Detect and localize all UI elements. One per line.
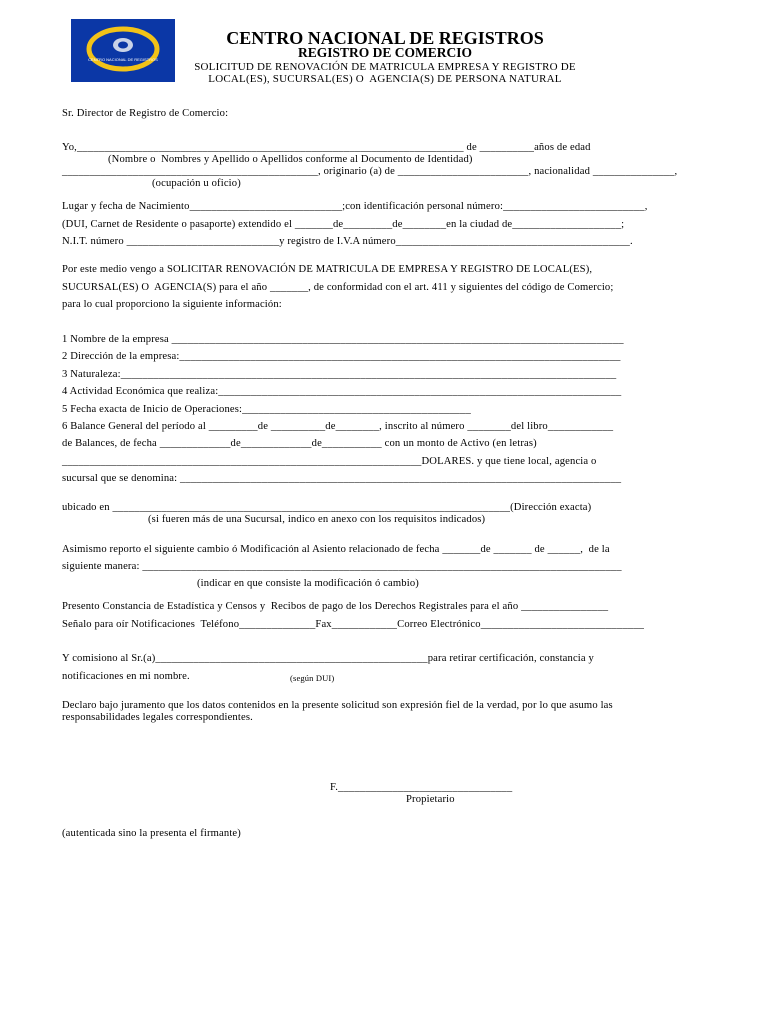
occupation-note: (ocupación u oficio) — [152, 178, 241, 189]
declaration-line-2: responsabilidades legales correspondientes. — [62, 712, 253, 723]
item-economic-activity: 4 Actividad Económica que realiza:__________________________________________________________________________ — [62, 386, 622, 397]
present-line: Presento Constancia de Estadística y Censos y Recibos de pago de los Derechos Registrales para el año ________________ — [62, 601, 609, 612]
signature-line: F.________________________________ — [330, 782, 513, 793]
commission-note: (según DUI) — [290, 673, 335, 683]
change-line-1: Asimismo reporto el siguiente cambio ó Modificación al Asiento relacionado de fecha _______de _______ de ______, de la — [62, 544, 610, 555]
form-description-line1: SOLICITUD DE RENOVACIÓN DE MATRICULA EMPRESA Y REGISTRO DE — [194, 61, 576, 73]
item-company-name: 1 Nombre de la empresa ___________________________________________________________________________________ — [62, 334, 624, 345]
change-line-2: siguiente manera: ________________________________________________________________________________________ — [62, 561, 622, 572]
form-description-line2: LOCAL(ES), SUCURSAL(ES) O AGENCIA(S) DE PERSONA NATURAL — [208, 73, 562, 85]
nit-iva-line: N.I.T. número ____________________________y registro de I.V.A número___________________________________________. — [62, 236, 633, 247]
declaration-line-1: Declaro bajo juramento que los datos contenidos en la presente solicitud son expresión fiel de la verdad, por lo que asumo las — [62, 700, 613, 711]
item-nature: 3 Naturaleza:___________________________________________________________________________________________ — [62, 369, 617, 380]
request-line-2: SUCURSAL(ES) O AGENCIA(S) para el año _______, de conformidad con el art. 411 y siguientes del código de Comercio; — [62, 282, 614, 293]
greeting: Sr. Director de Registro de Comercio: — [62, 108, 229, 119]
item-start-date: 5 Fecha exacta de Inicio de Operaciones:__________________________________________ — [62, 404, 471, 415]
location-note: (si fueren más de una Sucursal, indico en anexo con los requisitos indicados) — [148, 514, 486, 525]
dui-line: (DUI, Carnet de Residente o pasaporte) extendido el _______de_________de________en la ciudad de____________________; — [62, 219, 625, 230]
item-company-address: 2 Dirección de la empresa:_________________________________________________________________________________ — [62, 351, 621, 362]
name-age-line: Yo,_______________________________________________________________________ de __________años de edad — [62, 142, 591, 153]
footer-note: (autenticada sino la presenta el firmante) — [62, 828, 241, 839]
signature-label: Propietario — [406, 794, 455, 805]
notifications-line: Señalo para oír Notificaciones Teléfono______________Fax____________Correo Electrónico______________________________ — [62, 619, 645, 630]
page-title: CENTRO NACIONAL DE REGISTROS — [226, 28, 544, 48]
item-assets-dollars: __________________________________________________________________DOLARES. y que tiene local, agencia o — [62, 456, 597, 467]
occupation-origin-line: _______________________________________________, originario (a) de ________________________, nacionalidad _______________, — [62, 166, 678, 177]
birth-id-line: Lugar y fecha de Nacimiento____________________________;con identificación personal número:__________________________, — [62, 201, 648, 212]
request-line-3: para lo cual proporciono la siguiente información: — [62, 299, 282, 310]
name-note: (Nombre o Nombres y Apellido o Apellidos conforme al Documento de Identidad) — [108, 154, 473, 165]
page-subtitle: REGISTRO DE COMERCIO — [297, 45, 473, 60]
location-line: ubicado en _________________________________________________________________________(Dirección exacta) — [62, 502, 592, 513]
commission-line-2: notificaciones en mi nombre. — [62, 671, 190, 682]
item-balance-date: de Balances, de fecha _____________de_____________de___________ con un monto de Activo (en letras) — [62, 438, 537, 449]
logo-text: CENTRO NACIONAL DE REGISTROS — [88, 57, 158, 62]
item-balance: 6 Balance General del período al _________de __________de________, inscrito al número ________del libro____________ — [62, 421, 614, 432]
commission-line-1: Y comisiono al Sr.(a)__________________________________________________para retirar certificación, constancia y — [62, 653, 595, 664]
request-line-1: Por este medio vengo a SOLICITAR RENOVACIÓN DE MATRICULA DE EMPRESA Y REGISTRO DE LOCAL(ES), — [62, 264, 593, 275]
change-note: (indicar en que consiste la modificación ó cambio) — [197, 578, 419, 589]
item-branch-name: sucursal que se denomina: _________________________________________________________________________________ — [62, 473, 622, 484]
